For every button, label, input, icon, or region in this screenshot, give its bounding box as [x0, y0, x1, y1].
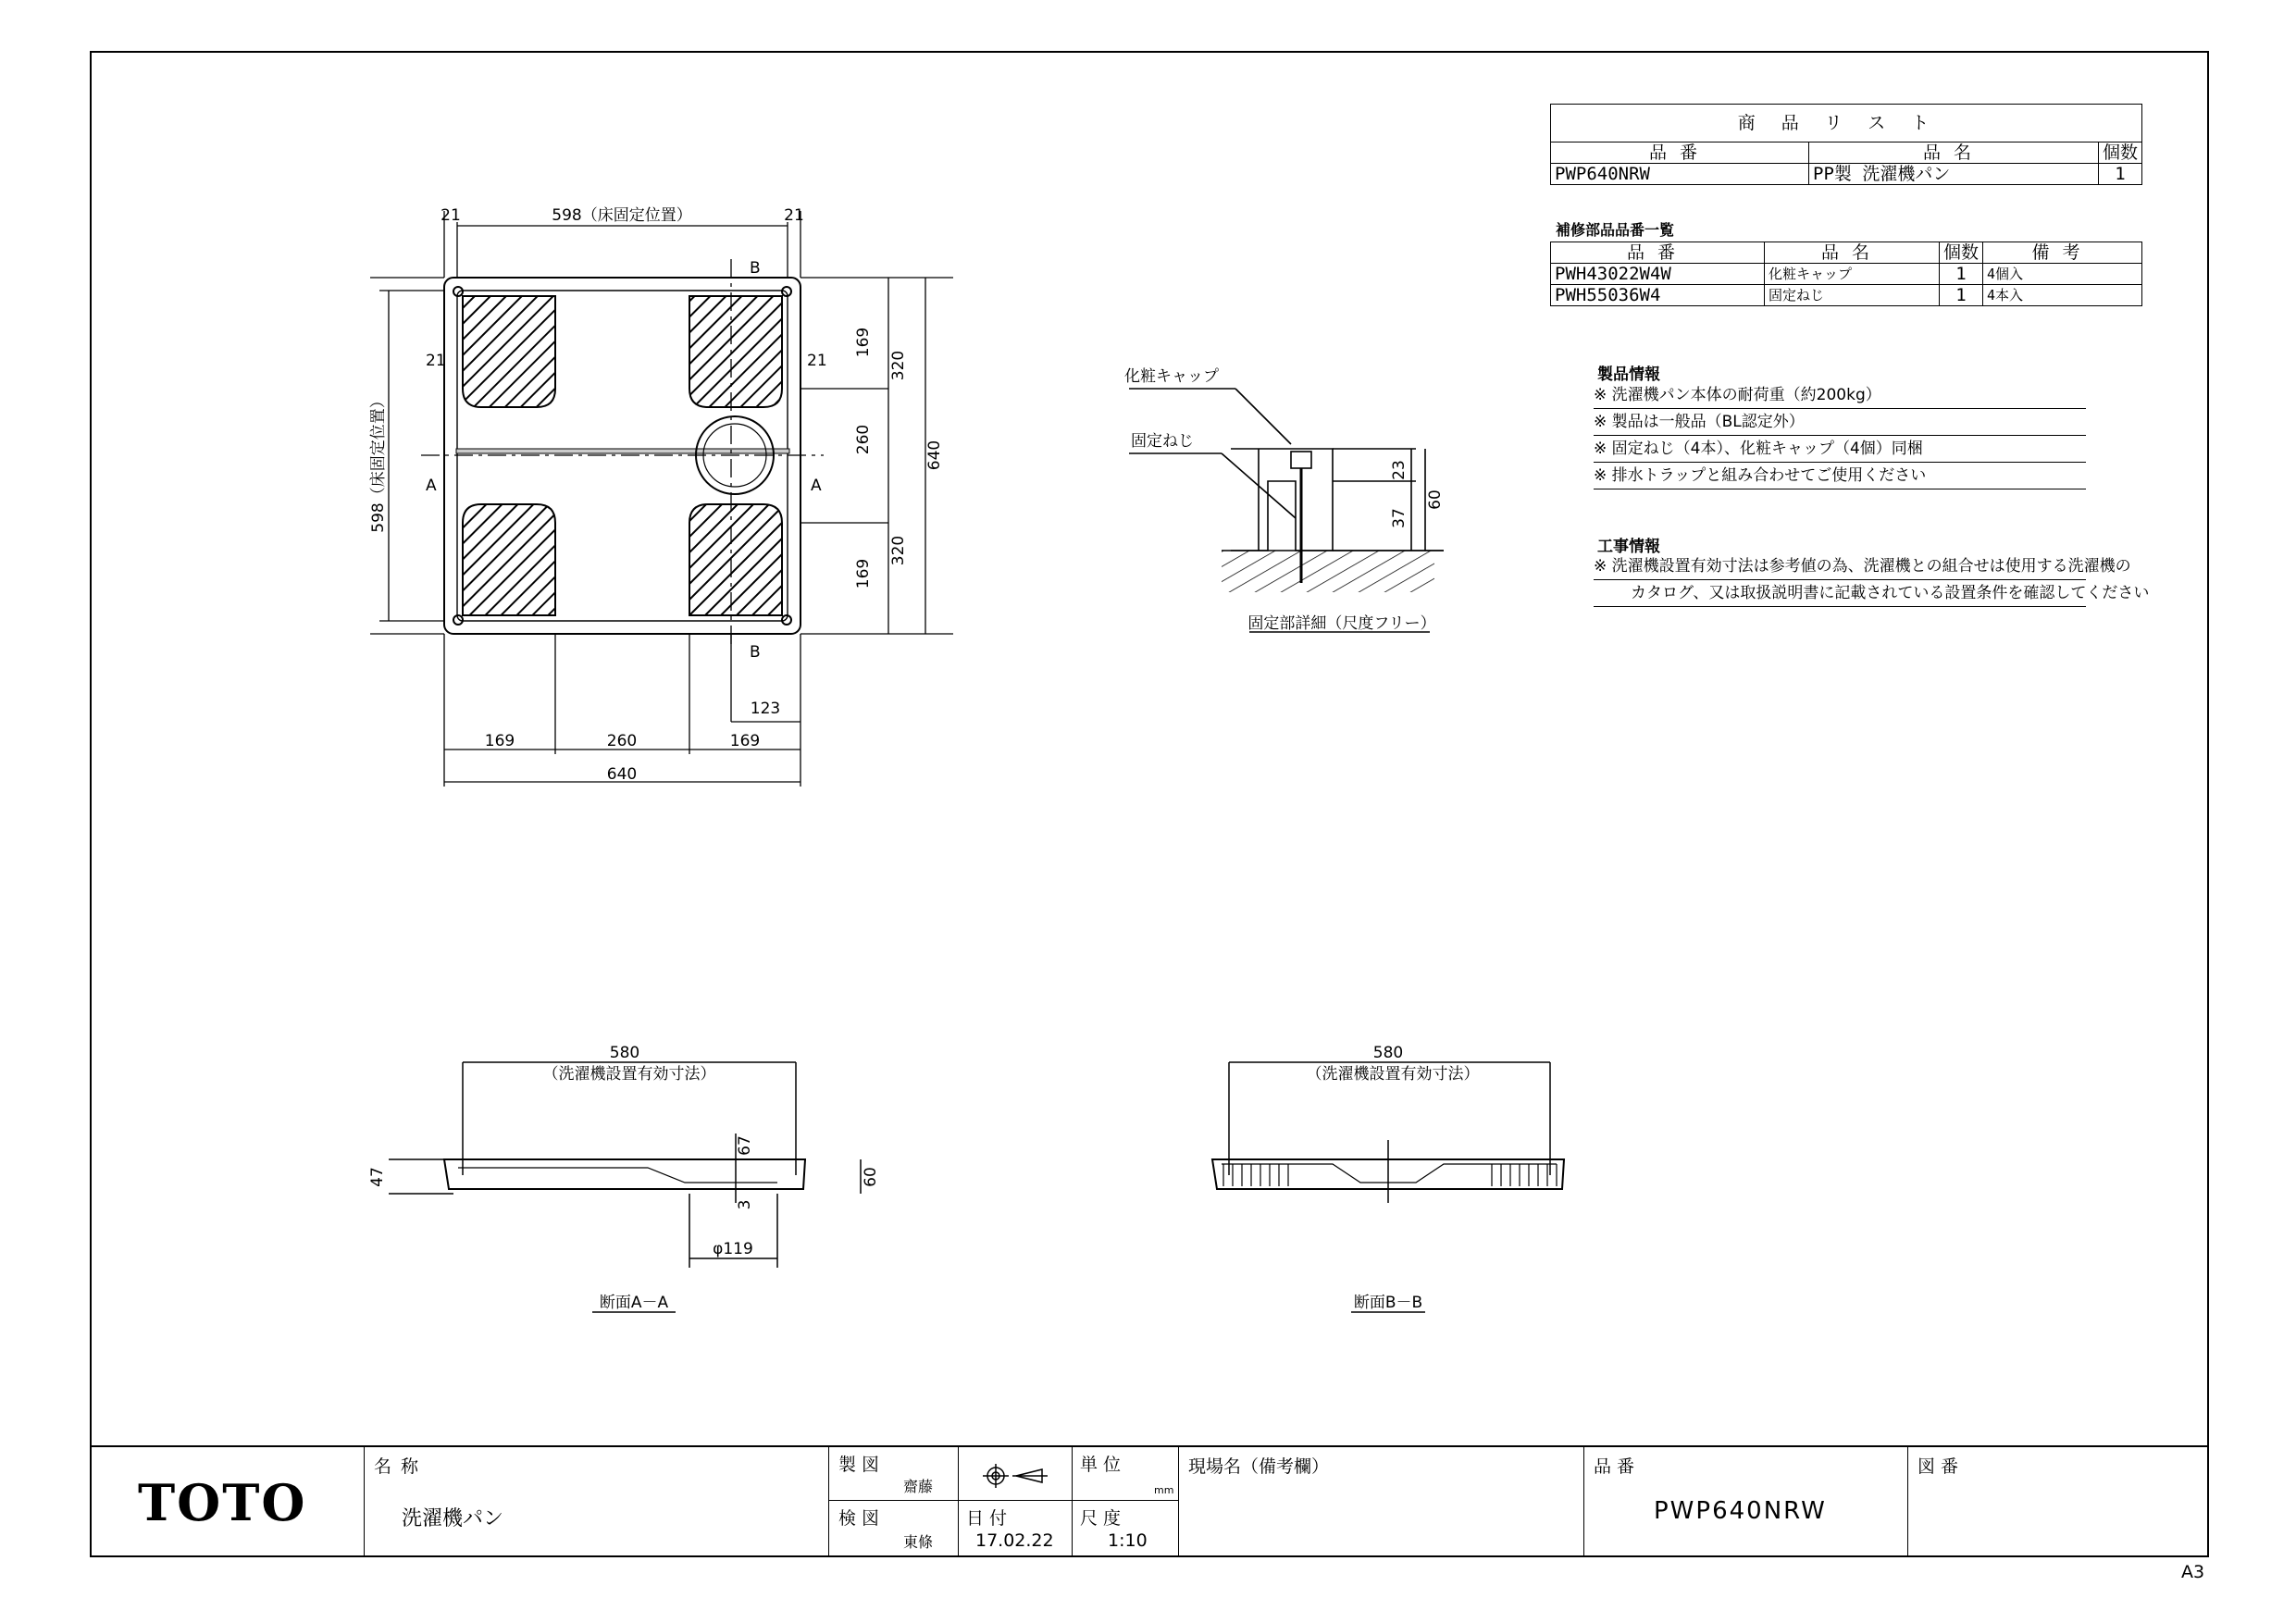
dim-top-width: 598（床固定位置）: [552, 206, 692, 225]
code-label: 品番: [1594, 1456, 1641, 1477]
code-value: PWP640NRW: [1654, 1497, 1827, 1525]
detail-dim-23: 23: [1390, 460, 1409, 480]
drawing-number-label: 図番: [1917, 1456, 1965, 1477]
projection-symbol-cell: [959, 1445, 1073, 1501]
date-label: 日付: [966, 1508, 1013, 1529]
product-info-notes: [1594, 382, 2086, 489]
dim-260: 260: [854, 424, 873, 455]
aa-height-60: 60: [862, 1167, 880, 1187]
fixing-detail: [1111, 352, 1481, 648]
section-mark-a: A: [426, 477, 437, 495]
list-item: カタログ、又は取扱説明書に記載されている設置条件を確認してください: [1594, 580, 2086, 607]
detail-caption: 固定部詳細（尺度フリー）: [1247, 614, 1436, 633]
unit-label: 単位: [1080, 1455, 1127, 1475]
name-label: 名称: [374, 1456, 428, 1477]
name-value: 洗濯機パン: [402, 1507, 504, 1530]
part-code-cell: PWH55036W4: [1551, 285, 1765, 306]
list-item: ※ 洗濯機設置有効寸法は参考値の為、洗濯機との組合せは使用する洗濯機の: [1594, 553, 2086, 580]
detail-dim-37: 37: [1390, 508, 1409, 528]
aa-width-note: （洗濯機設置有効寸法）: [542, 1065, 716, 1084]
scale-label: 尺度: [1080, 1508, 1127, 1529]
parts-header-code: 品番: [1551, 242, 1765, 264]
dim-169: 169: [729, 732, 761, 750]
plan-view: [352, 194, 999, 796]
list-item: ※ 洗濯機パン本体の耐荷重（約200kg）: [1594, 382, 2086, 409]
drawn-value: 齋藤: [903, 1478, 934, 1495]
list-item: ※ 固定ねじ（4本）、化粧キャップ（4個）同梱: [1594, 436, 2086, 463]
scale-cell: [1073, 1501, 1179, 1557]
aa-caption: 断面A－A: [599, 1294, 669, 1312]
product-list-title: 商品リスト: [1551, 105, 2142, 142]
sheet-size: A3: [2181, 1562, 2205, 1582]
dim-right-upper: 320: [889, 350, 908, 381]
dim-edge: 21: [784, 206, 804, 225]
part-note-cell: 4本入: [1983, 285, 2142, 306]
part-name-cell: 固定ねじ: [1765, 285, 1940, 306]
aa-dim-3: 3: [736, 1199, 754, 1210]
date-cell: [959, 1501, 1073, 1557]
dim-169: 169: [854, 558, 873, 589]
list-item: ※ 排水トラップと組み合わせてご使用ください: [1594, 463, 2086, 489]
header-name: 品名: [1809, 142, 2099, 164]
product-info-title: 製品情報: [1597, 365, 1660, 384]
dim-edge: 21: [426, 352, 446, 370]
third-angle-projection-icon: [959, 1447, 1073, 1503]
title-block: [90, 1445, 2209, 1557]
part-name-cell: 化粧キャップ: [1765, 264, 1940, 285]
product-list-table: [1550, 104, 2142, 185]
part-qty-cell: 1: [1940, 264, 1983, 285]
site-label: 現場名（備考欄）: [1188, 1456, 1330, 1477]
list-item: ※ 製品は一般品（BL認定外）: [1594, 409, 2086, 436]
parts-header-qty: 個数: [1940, 242, 1983, 264]
unit-cell: [1073, 1445, 1179, 1501]
part-qty-cell: 1: [1940, 285, 1983, 306]
section-aa: [352, 1036, 907, 1323]
dim-edge: 21: [441, 206, 461, 225]
part-code-cell: PWH43022W4W: [1551, 264, 1765, 285]
dim-right-lower: 320: [889, 535, 908, 566]
checked-value: 東條: [903, 1533, 934, 1551]
header-code: 品番: [1551, 142, 1809, 164]
section-bb: [1194, 1036, 1601, 1323]
dim-bottom-total: 640: [606, 765, 638, 784]
drawing-number-cell: [1908, 1445, 2209, 1557]
dim-right-total: 640: [925, 440, 944, 471]
construction-info-notes: [1594, 553, 2150, 607]
part-note-cell: 4個入: [1983, 264, 2142, 285]
aa-height-47: 47: [368, 1167, 387, 1187]
drawn-label: 製図: [838, 1455, 886, 1475]
bb-width-note: （洗濯機設置有効寸法）: [1306, 1065, 1480, 1084]
dim-left-height: 598（床固定位置）: [369, 392, 388, 533]
bb-width: 580: [1372, 1044, 1404, 1062]
parts-list-title: 補修部品品番一覧: [1556, 221, 1675, 239]
product-qty-cell: 1: [2098, 164, 2141, 185]
logo-cell: [90, 1445, 365, 1557]
parts-list-table: [1550, 242, 2142, 306]
detail-screw-label: 固定ねじ: [1131, 432, 1194, 451]
table-row: [1551, 164, 2142, 185]
date-value: 17.02.22: [975, 1530, 1054, 1551]
parts-header-note: 備考: [1983, 242, 2142, 264]
site-cell: [1179, 1445, 1584, 1557]
dim-169: 169: [484, 732, 515, 750]
detail-cap-label: 化粧キャップ: [1124, 367, 1219, 386]
header-qty: 個数: [2098, 142, 2141, 164]
drawn-cell: [829, 1445, 959, 1501]
scale-value: 1:10: [1108, 1530, 1148, 1551]
table-row: [1551, 285, 2142, 306]
parts-header-name: 品名: [1765, 242, 1940, 264]
detail-dim-60: 60: [1426, 489, 1445, 510]
checked-label: 検図: [838, 1508, 886, 1529]
bb-caption: 断面B－B: [1353, 1294, 1423, 1312]
name-cell: [365, 1445, 829, 1557]
product-code-cell: PWP640NRW: [1551, 164, 1809, 185]
section-mark-b: B: [750, 259, 761, 278]
dim-edge: 21: [807, 352, 827, 370]
dim-123: 123: [750, 700, 781, 718]
aa-diameter: φ119: [713, 1240, 753, 1258]
toto-logo: TOTO: [138, 1473, 307, 1532]
checked-cell: [829, 1501, 959, 1557]
dim-260: 260: [606, 732, 638, 750]
construction-info-title: 工事情報: [1597, 538, 1660, 556]
section-mark-b: B: [750, 643, 761, 662]
table-row: [1551, 264, 2142, 285]
product-name-cell: PP製 洗濯機パン: [1809, 164, 2099, 185]
aa-dim-67: 67: [736, 1135, 754, 1156]
code-cell: [1584, 1445, 1908, 1557]
unit-value: mm: [1154, 1484, 1174, 1496]
dim-169: 169: [854, 327, 873, 358]
aa-width: 580: [609, 1044, 640, 1062]
section-mark-a: A: [811, 477, 822, 495]
